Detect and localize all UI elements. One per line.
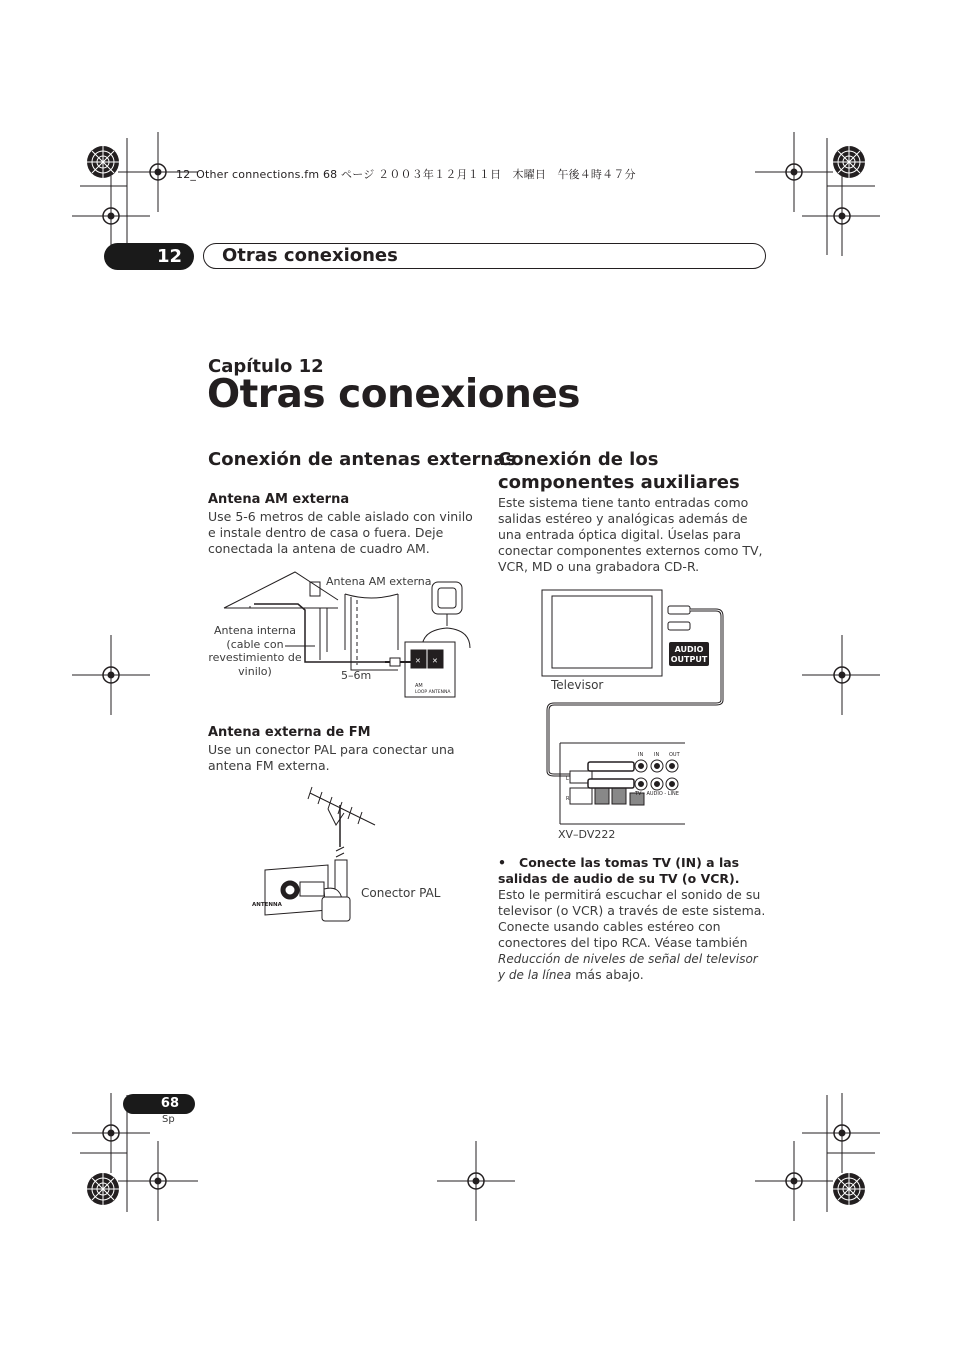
bullet-body-tail: más abajo. [575,967,644,982]
svg-text:✕: ✕ [432,657,438,665]
right-body: Este sistema tiene tanto entradas como salidas estéreo y analógicas además de una entrada óptica digital. Úselas para conectar componentes externos como TV, VCR, MD o una grabadora CD-R. [498,495,763,574]
fm-subheading: Antena externa de FM [208,725,371,740]
am-body: Use 5-6 metros de cable aislado con vinilo e instale dentro de casa o fuera. Deje conectada la antena de cuadro AM. [208,509,473,556]
antenna-terminal-label: ANTENNA [252,902,282,908]
jack-label-l: L [566,776,569,782]
jack-label-in-1: IN [638,752,644,758]
chapter-number-badge: 12 [104,243,194,270]
chapter-title: Otras conexiones [207,372,581,417]
audio-label: AUDIO [674,645,704,654]
am-terminal-label: AM [415,683,423,689]
label-unit-model: XV–DV222 [558,828,616,841]
language-code: Sp [162,1114,175,1125]
jack-label-in-2: IN [654,752,660,758]
bullet-heading: • Conecte las tomas TV (IN) a las salidas de audio de su TV (o VCR). [498,855,740,886]
bullet-body-text: Esto le permitirá escuchar el sonido de su televisor (o VCR) a través de este sistema. Conecte usando cables estéreo con conectores del tipo RCA. Véase también [498,887,766,950]
page-number: 68 [123,1094,195,1114]
bullet-body [498,887,768,983]
fm-body: Use un conector PAL para conectar una antena FM externa. [208,742,455,773]
fm-antenna-diagram [250,785,390,935]
aux-connection-diagram [540,588,740,833]
jack-label-r: R [566,796,570,802]
right-heading: Conexión de los componentes auxiliares [498,449,740,493]
label-pal-connector: Conector PAL [361,886,441,900]
label-tv: Televisor [551,678,604,692]
am-subheading: Antena AM externa [208,492,350,507]
svg-text:✕: ✕ [415,657,421,665]
output-label: OUTPUT [670,655,708,664]
loop-antenna-label: LOOP ANTENNA [415,690,451,695]
cross-reference-link[interactable]: Reducción de niveles de señal del televisor y de la línea [498,952,758,982]
jack-label-line: TV - AUDIO - LINE [635,791,679,797]
label-outdoor-am: Antena AM externa [326,575,432,588]
label-indoor-antenna: Antena interna (cable con revestimiento de vinilo) [208,624,302,678]
left-heading: Conexión de antenas externas [208,449,517,470]
print-metadata: 12_Other connections.fm 68 ページ ２００３年１２月１１日 木曜日 午後４時４７分 [176,168,636,181]
label-cable-length: 5–6m [341,669,372,682]
chapter-bar-title: Otras conexiones [222,245,398,266]
jack-label-out: OUT [669,752,680,758]
chapter-label: Capítulo 12 [208,356,324,377]
